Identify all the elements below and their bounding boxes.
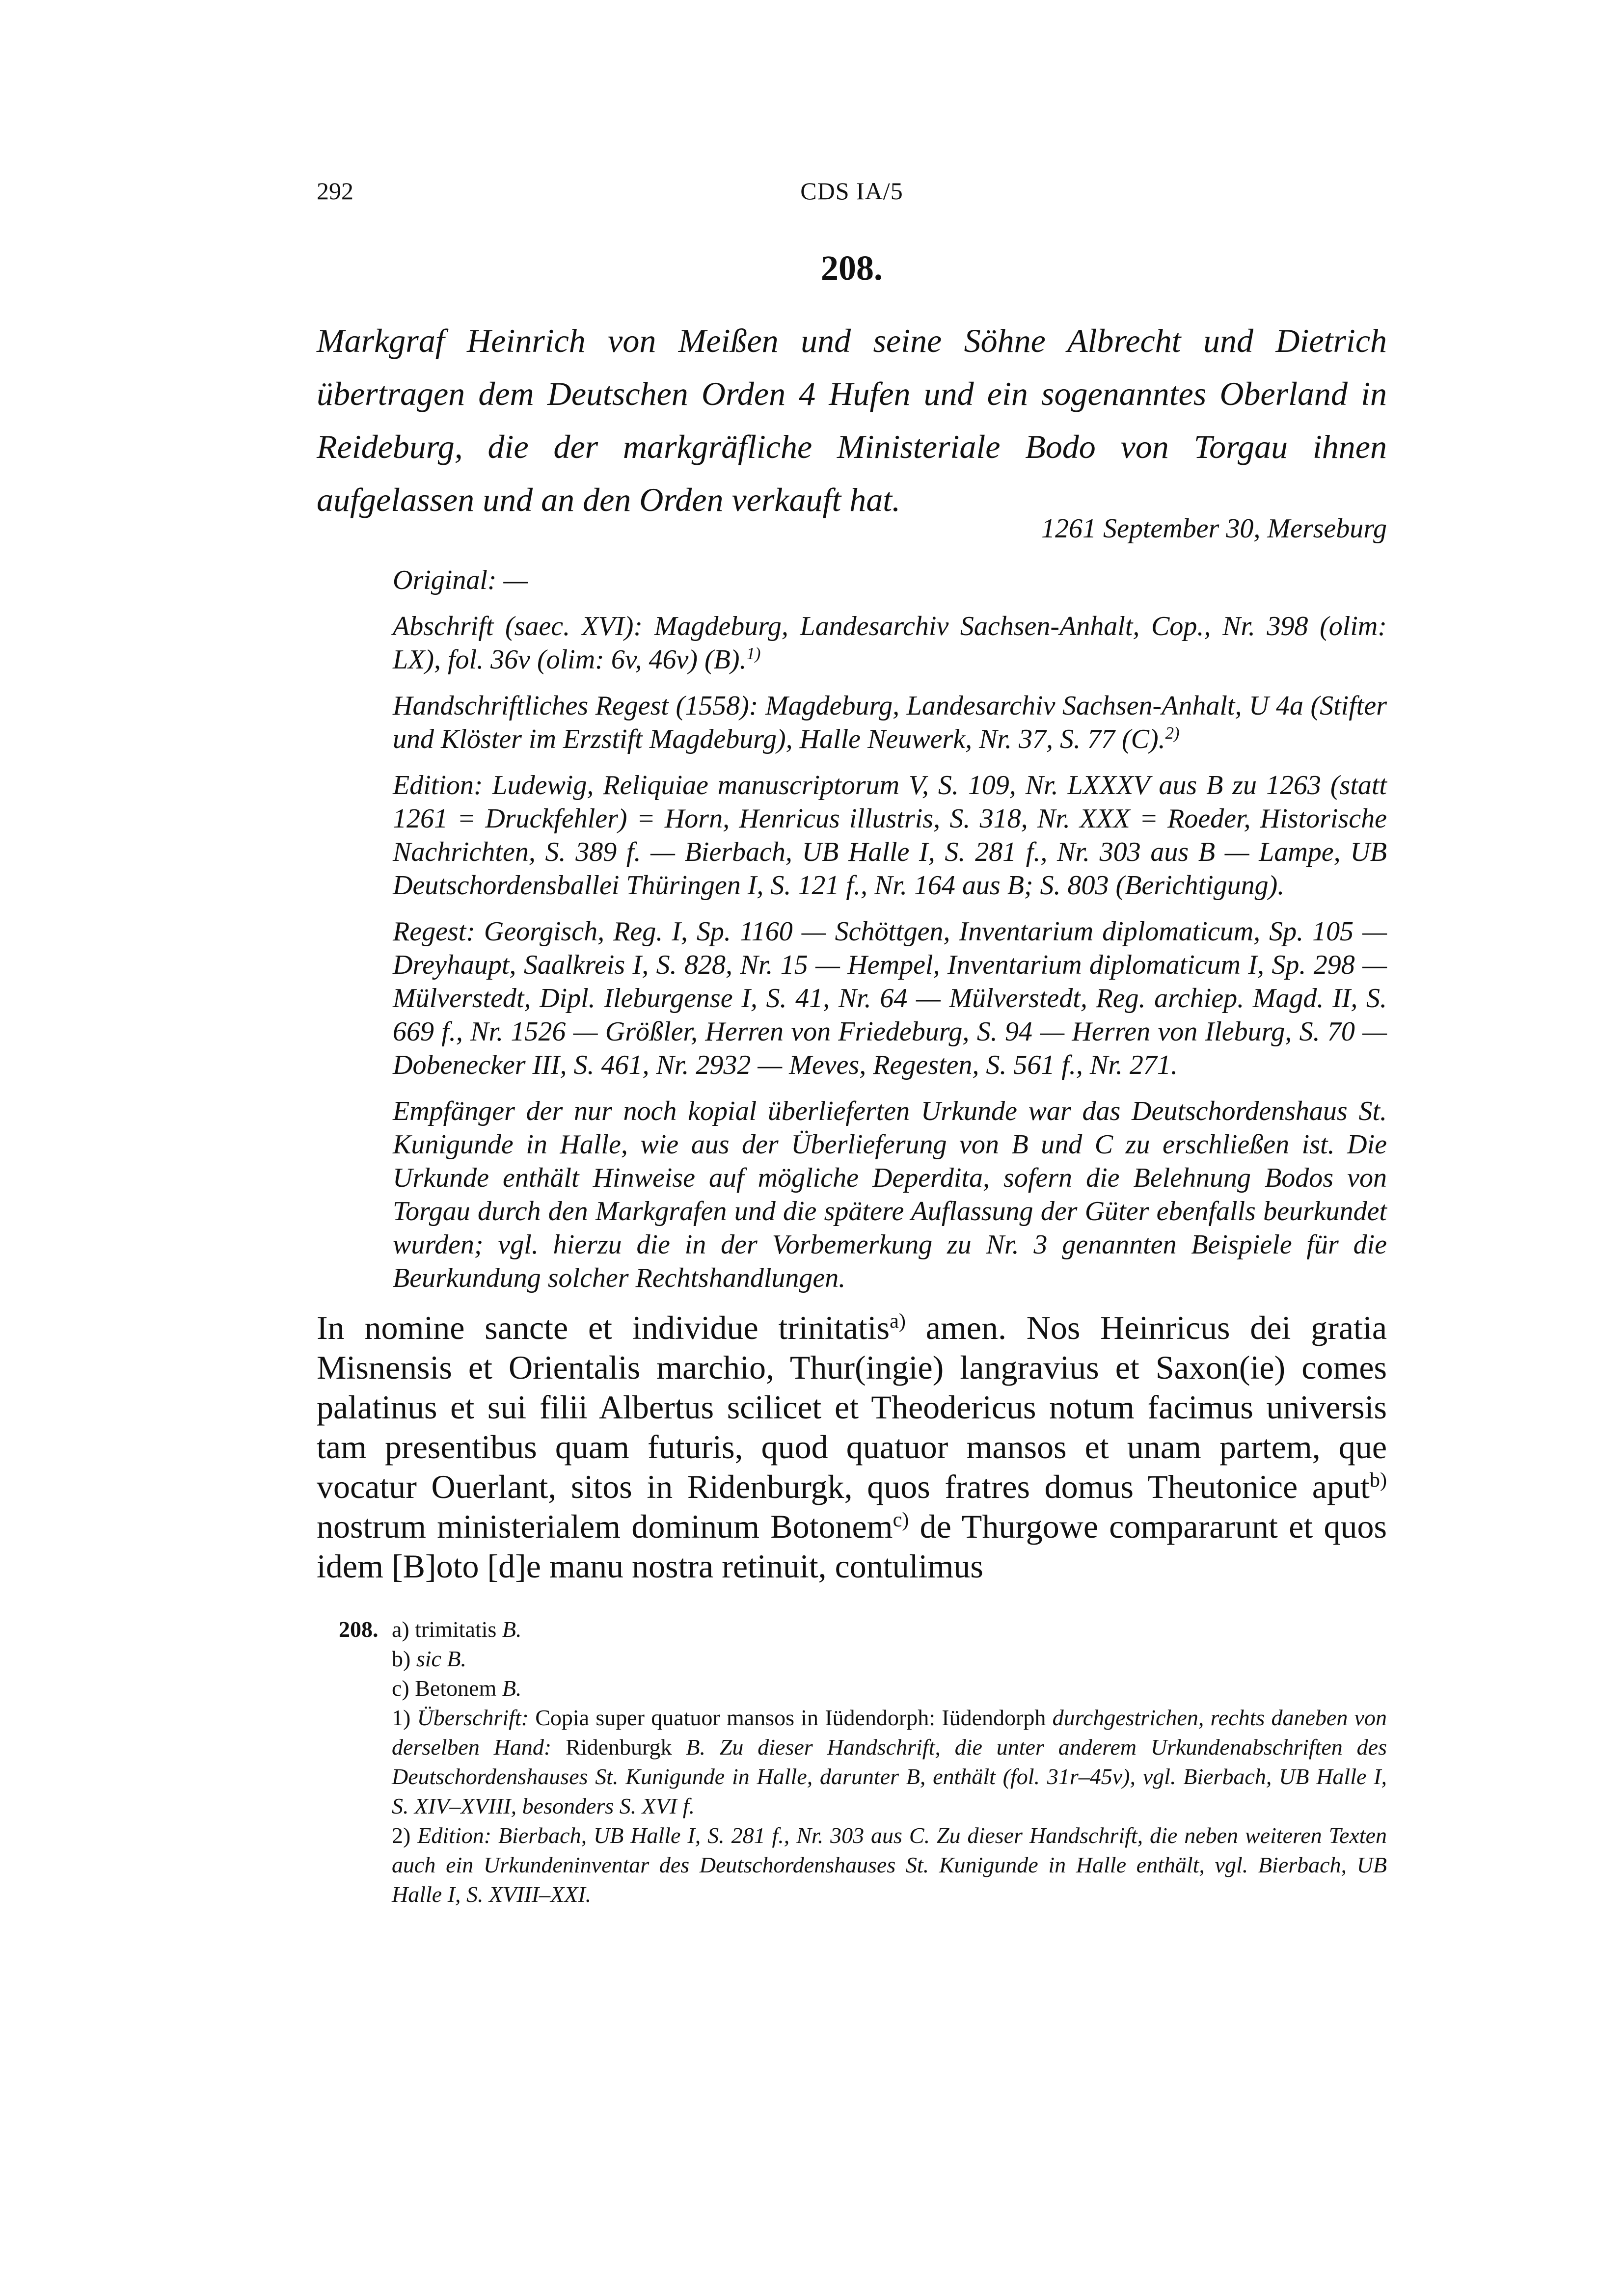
footnotes: [339, 1615, 1387, 1909]
abschrift-entry: Abschrift (saec. XVI): Magdeburg, Landesarchiv Sachsen-Anhalt, Cop., Nr. 398 (olim: LX), fol. 36v (olim: 6v, 46v) (B).$^{1)}$: [393, 611, 1387, 675]
document-number: 208.: [821, 248, 883, 288]
note-ref-2: 2): [1165, 723, 1180, 743]
variant-ref-c: c): [893, 1508, 909, 1531]
variant-ref-a: a): [890, 1309, 906, 1333]
handwritten-regest-entry: Handschriftliches Regest (1558): Magdeburg, Landesarchiv Sachsen-Anhalt, U 4a (Stifter und Klöster im Erzstift Magdeburg), Halle Neuwerk, Nr. 37, S. 77 (C).$^{2)}$: [393, 691, 1387, 754]
regest-heading: Markgraf Heinrich von Meißen und seine Söhne Albrecht und Dietrich übertragen dem Deutschen Orden 4 Hufen und ein sogenanntes Oberland in Reideburg, die der markgräfliche Ministeriale Bodo von Torgau ihnen aufgelassen und an den Orden verkauft hat.: [317, 322, 1387, 518]
original-line: Original: —: [393, 565, 528, 595]
charter-text: In nomine sancte et individue trinitatis$^{a)}$ amen. Nos Heinricus dei gratia Misnensis et Orientalis marchio, Thur(ingie) langravius et Saxon(ie) comes palatinus et sui filii Albertus scilicet et Theodericus notum facimus universis tam presentibus quam futuris, quod quatuor mansos et unam partem, que vocatur Ouerlant, sitos in Ridenburgk, quos fratres domus Theutonice aput$^{b)}$ nostrum ministerialem dominum Botonem$^{c)}$ de Thurgowe compararunt et quos idem [B]oto [d]e manu nostra retinuit, contulimus: [317, 1309, 1387, 1585]
footnote-c: c) Betonem B.: [392, 1676, 522, 1701]
edition-entry: Edition: Ludewig, Reliquiae manuscriptorum V, S. 109, Nr. LXXXV aus B zu 1263 (statt 1261 = Druckfehler) = Horn, Henricus illustris, S. 318, Nr. XXX = Roeder, Historische Nachrichten, S. 389 f. — Bierbach, UB Halle I, S. 281 f., Nr. 303 aus B — Lampe, UB Deutschordensballei Thüringen I, S. 121 f., Nr. 164 aus B; S. 803 (Berichtigung).: [393, 770, 1387, 901]
footnote-a: a) trimitatis B.: [392, 1617, 522, 1642]
regest-list-entry: Regest: Georgisch, Reg. I, Sp. 1160 — Schöttgen, Inventarium diplomaticum, Sp. 105 — Dreyhaupt, Saalkreis I, S. 828, Nr. 15 — Hempel, Inventarium diplomaticum I, Sp. 298 — Mülverstedt, Dipl. Ileburgense I, S. 41, Nr. 64 — Mülverstedt, Reg. archiep. Magd. II, S. 669 f., Nr. 1526 — Größler, Herren von Friedeburg, S. 94 — Herren von Ileburg, S. 70 — Dobenecker III, S. 461, Nr. 2932 — Meves, Regesten, S. 561 f., Nr. 271.: [393, 916, 1387, 1080]
commentary: Empfänger der nur noch kopial überlieferten Urkunde war das Deutschordenshaus St. Kunigunde in Halle, wie aus der Überlieferung von B und C zu erschließen ist. Die Urkunde enthält Hinweise auf mögliche Deperdita, sofern die Belehnung Bodos von Torgau durch den Markgrafen und die spätere Auflassung der Güter ebenfalls beurkundet wurden; vgl. hierzu die in der Vorbemerkung zu Nr. 3 genannten Beispiele für die Beurkundung solcher Rechtshandlungen.: [393, 1096, 1387, 1293]
note-ref-1: 1): [746, 643, 761, 663]
footnote-b: b) sic B.: [392, 1646, 467, 1671]
footnote-doc-label: 208.: [339, 1617, 379, 1642]
running-head: [317, 177, 1387, 211]
page-number: 292: [317, 177, 353, 205]
source-apparatus: [393, 563, 1387, 1308]
series-title: CDS IA/5: [800, 177, 903, 205]
date-place: 1261 September 30, Merseburg: [1041, 513, 1387, 544]
variant-ref-b: b): [1369, 1468, 1387, 1492]
footnote-2: 2) Edition: Bierbach, UB Halle I, S. 281 f., Nr. 303 aus C. Zu dieser Handschrift, die neben weiteren Texten auch ein Urkundeninventar des Deutschordenshauses St. Kunigunde in Halle enthält, vgl. Bierbach, UB Halle I, S. XVIII–XXI.: [392, 1823, 1387, 1907]
footnote-1: 1) Überschrift: Copia super quatuor mansos in Iüdendorph: Iüdendorph durchgestrichen, rechts daneben von derselben Hand: Ridenburgk B. Zu dieser Handschrift, die unter anderem Urkundenabschriften des Deutschordenshauses St. Kunigunde in Halle, darunter B, enthält (fol. 31r–45v), vgl. Bierbach, UB Halle I, S. XIV–XVIII, besonders S. XVI f.: [392, 1705, 1387, 1818]
